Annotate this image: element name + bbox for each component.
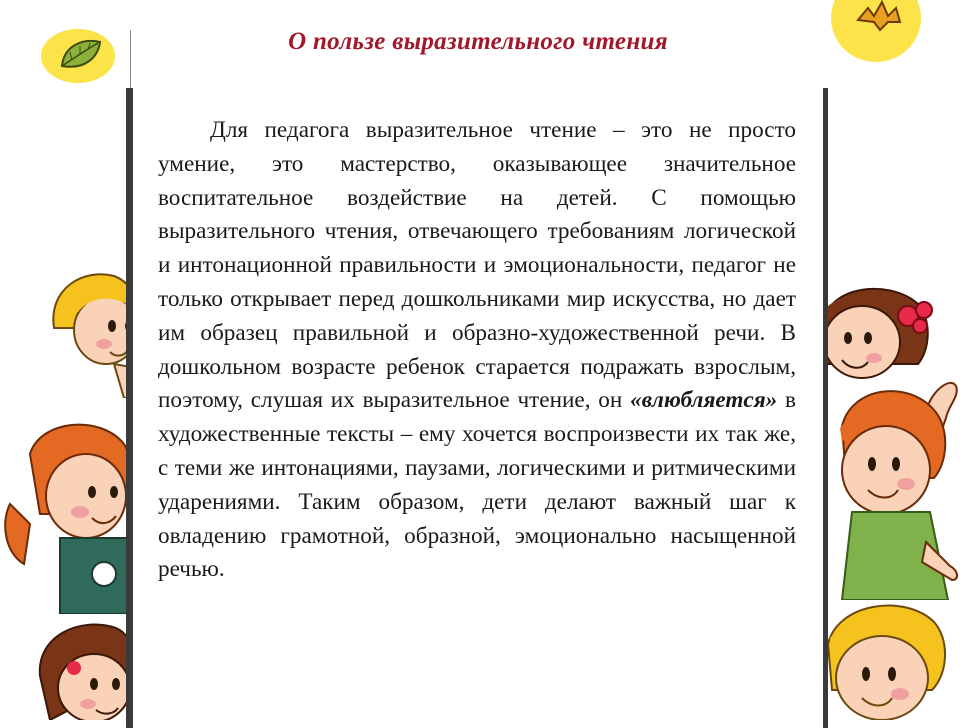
slide-title: О пользе выразительного чтения [288,28,668,55]
paragraph-emphasis: «влюбляется» [630,387,778,414]
title-divider [130,30,131,88]
boy-blonde-right [822,594,960,720]
paragraph-text-end: в художественные тексты – ему хочется воспроизвести их так же, с теми же интонациями, паузами, логическими и ритмическими ударениями. Таким образом, дети делают важный шаг к овладению грамотной, образной, эмоционально насыщенной речью. [158,387,797,583]
boy-redhead-right [822,366,960,600]
leaf-icon [40,26,120,88]
body-paragraph [158,114,796,587]
paragraph-text-start: Для педагога выразительное чтение – это не просто умение, это мастерство, оказывающее значительное воспитательное воздействие на детей. С помощью выразительного чтения, отвечающего требованиям логической и интонационной правильности и эмоциональности, педагог не только открывает перед дошкольниками мир искусства, но дает им образец правильной и образно-художественной речи. В дошкольном возрасте ребенок старается подражать взрослым, поэтому, слушая их выразительное чтение, он [158,117,796,414]
girl-brunette-left [30,616,140,720]
girl-redhead-left [0,414,140,614]
maple-leaf-icon [830,0,922,64]
